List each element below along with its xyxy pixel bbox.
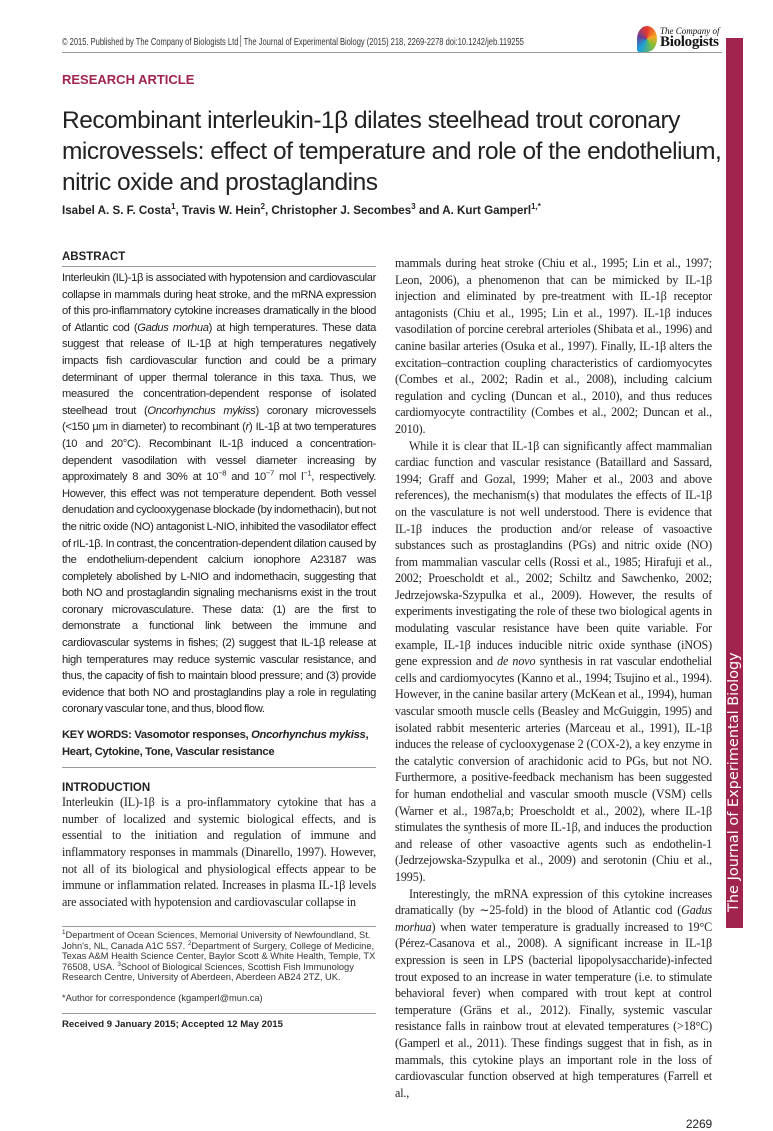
superscript: 1 <box>171 202 176 212</box>
introduction-text-left: Interleukin (IL)-1β is a pro-inflammatory cytokine that has a number of localized and systemic biological effects, and is essential to the initiation and regulation of immune and inflammatory responses in mammals (Dinarello, 1997). However, not all of its biological and physiological effects appear to be immune or inflammation related. Increases in plasma IL-1β levels are associated with hypotension and cardiovascular collapse in <box>62 795 376 909</box>
text-run: School of Biological Sciences, Scottish Fish Immunology Research Centre, University of Aberdeen, Aberdeen AB24 2TZ, UK. <box>62 961 354 983</box>
paragraph <box>395 886 712 1102</box>
publisher-logo <box>637 26 723 52</box>
superscript: 1 <box>62 929 66 937</box>
title-block <box>62 72 722 217</box>
text-run: Interleukin (IL)-1β is associated with hypotension and cardiovascular collapse in mammals during heat stroke, and the mRNA expression of this pro-inflammatory cytokine increases dramatically in the blood of Atlantic cod ( <box>62 272 376 334</box>
text-run: KEY WORDS: Vasomotor responses, <box>62 729 252 742</box>
footnotes <box>62 926 376 1003</box>
text-run: Department of Ocean Sciences, Memorial University of Newfoundland, St. John's, NL, Canada A1C 5S7. <box>62 930 371 951</box>
logo-icon <box>637 26 657 52</box>
italic-text: de novo <box>497 654 536 669</box>
keywords <box>62 727 376 768</box>
text-run: , Travis W. Hein <box>175 204 261 217</box>
abstract-text <box>62 270 376 718</box>
article-type: RESEARCH ARTICLE <box>62 72 195 87</box>
logo-line2: Biologists <box>660 34 719 50</box>
journal-name: The Journal of Experimental Biology <box>725 652 742 912</box>
text-run: synthesis in rat vascular endothelial cells and cardiomyocytes (Kanno et al., 1994; Tsujino et al., 1994). However, in the canine basilar artery (McKean et al., 1994), human vascular smooth muscle cells (Beasley and McGuiggin, 1995) and isolated rabbit mesenteric arteries (Marceau et al., 1991), IL-1β induces the release of cyclooxygenase 2 (COX-2), a key enzyme in the catalytic conversion of arachidonic acid to PGs, but not NO. Furthermore, a positive-feedback mechanism has been suggested for human endothelial and vascular smooth muscle (VSM) cells (Warner et al., 1987a,b; Proescholdt et al., 2002), where IL-1β stimulates the synthesis of more IL-1β, and induces the production and release of other vasoactive agents such as endothelin-1 (Jedrzejowska-Szypulka et al., 2009) and serotonin (Chiu et al., 1995). <box>395 654 713 884</box>
italic-text: Gadus morhua <box>395 903 712 934</box>
paragraph <box>395 255 712 438</box>
header-rule <box>62 52 722 53</box>
author-list <box>62 204 722 217</box>
superscript: −1 <box>303 468 312 478</box>
italic-text: Oncorhynchus mykiss <box>147 404 256 417</box>
paragraph <box>395 438 712 886</box>
copyright: © 2015. Published by The Company of Biologists Ltd <box>62 37 239 48</box>
logo-line1: The Company of <box>660 26 720 36</box>
italic-text: r <box>245 421 249 434</box>
text-run: Department of Surgery, College of Medicine, Texas A&M Health Science Center, Baylor Scott & White Health, Temple, TX 76508, USA. <box>62 940 376 972</box>
right-column <box>395 251 712 1131</box>
text-run: and 10 <box>226 471 266 484</box>
text-run: Isabel A. S. F. Costa <box>62 204 172 217</box>
citation: The Journal of Experimental Biology (2015) 218, 2269-2278 doi:10.1242/jeb.119255 <box>243 37 524 48</box>
introduction-heading: INTRODUCTION <box>62 782 151 795</box>
abstract-heading: ABSTRACT <box>62 251 376 267</box>
page-number: 2269 <box>685 1117 712 1131</box>
text-run: , respectively. However, this effect was not temperature dependent. Both vessel denudation and cyclooxygenase blockade (by indomethacin), but not the nitric oxide (NO) antagonist L-NIO, inhibited the vasodilator effect of rIL-1β. In contrast, the concentration-dependent dilation caused by the endothelium-dependent calcium ionophore A23187 was completely abolished by L-NIO and indomethacin, suggesting that both NO and prostaglandin signaling mechanisms exist in the trout coronary microvasculature. These data: (1) are the first to demonstrate a functional link between the immune and cardiovascular systems in fishes; (2) suggest that IL-1β release at high temperatures may reduce systemic vascular resistance, and thus, the capacity of fish to maintain blood pressure; and (3) provide evidence that both NO and prostaglandins play a role in regulating coronary vascular tone, and thus, blood flow. <box>62 471 376 716</box>
received-dates: Received 9 January 2015; Accepted 12 May 2015 <box>62 1013 376 1030</box>
text-run: mammals during heat stroke (Chiu et al., 1995; Lin et al., 1997; Leon, 2006), a phenomenon that can be mimicked by IL-1β injection and eliminated by pre-treatment with IL-1β receptor antagonists (Chiu et al., 1995; Lin et al., 1997). IL-1β induces vasodilation of porcine cerebral arterioles (Shibata et al., 1996) and canine basilar arteries (Osuka et al., 1997). Finally, IL-1β alters the excitation–contraction coupling characteristics of cardiomyocytes (Combes et al., 2002; Radin et al., 2008), including calcium regulation and cycling (Duncan et al., 2010), and thus reduces cardiomyocyte contractility (Combes et al., 2002; Duncan et al., 2010). <box>395 256 712 436</box>
left-column <box>62 251 376 1030</box>
text-run: ) IL-1β at two temperatures (10 and 20°C). Recombinant IL-1β induced a concentration-dependent vasodilation with vessel diameter increasing by approximately 8 and 30% at 10 <box>62 421 377 484</box>
body-columns <box>62 251 712 1131</box>
text-run: , Heart, Cytokine, Tone, Vascular resistance <box>62 729 369 758</box>
text-run: ) when water temperature is gradually increased to 19°C (Pérez-Casanova et al., 2008). A significant increase in IL-1β expression is seen in LPS (bacterial lipopolysaccharide)-infected trout exposed to an increase in water temperature (i.e. to stimulate behavioral fever) when compared with trout kept at control temperature (Gräns et al., 2012). Finally, systemic vascular resistance falls in rainbow trout at elevated temperatures (>18°C) (Gamperl et al., 2011). These findings suggest that in fish, as in mammals, this cytokine plays an important role in the loss of cardiovascular function observed at high temperatures (Farrell et al., <box>395 919 712 1100</box>
italic-text: Oncorhynchus mykiss <box>251 729 366 742</box>
text-run: mol l <box>273 471 304 484</box>
superscript: 3 <box>117 960 121 968</box>
text-run: , Christopher J. Secombes <box>264 204 412 217</box>
italic-text: Gadus morhua <box>137 321 209 334</box>
text-run: ) at high temperatures. These data suggest that release of IL-1β at high temperatures negatively impacts fish cardiovascular function and could be a primary determinant of upper thermal tolerance in this taxa. Thus, we measured the concentration-dependent response of isolated steelhead trout ( <box>62 321 376 417</box>
text-run: ) coronary microvessels (<150 µm in diameter) to recombinant ( <box>62 404 377 434</box>
header-divider <box>241 35 242 47</box>
superscript: 3 <box>411 202 416 212</box>
superscript: 2 <box>187 939 192 947</box>
text-run: Interestingly, the mRNA expression of this cytokine increases dramatically (by ∼25-fold) in the blood of Atlantic cod ( <box>395 886 712 918</box>
text-run: and A. Kurt Gamperl <box>415 204 532 217</box>
superscript: 1,* <box>531 202 541 212</box>
text-run: While it is clear that IL-1β can significantly affect mammalian cardiac function and vascular resistance (Bataillard and Sassard, 1994; Graff and Gozal, 1999; Maher et al., 2003 and above references), the mechanism(s) that modulates the effects of IL-1β on the vasculature is not well understood. There is evidence that IL-1β induces the production and/or release of vasoactive substances such as prostaglandins (PGs) and nitric oxide (NO) from mammalian vascular cells (Rossi et al., 1985; Hirafuji et al., 2002; Proescholdt et al., 2002; Schiltz and Sawchenko, 2002; Jedrzejowska-Szypulka et al., 2009). However, the results of experiments investigating the role of these two biological agents in modulating vascular resistance have been quite variable. For example, IL-1β induces inducible nitric oxide synthase (iNOS) gene expression and <box>395 438 712 669</box>
article-title: Recombinant interleukin-1β dilates steelhead trout coronary microvessels: effect of temperature and role of the endothelium, nitric oxide and prostaglandins <box>62 107 722 196</box>
running-header <box>62 35 524 48</box>
superscript: −8 <box>218 468 227 478</box>
correspondence: *Author for correspondence (kgamperl@mun.ca) <box>62 992 263 1003</box>
affiliations <box>62 930 376 983</box>
journal-sidebar <box>726 38 743 928</box>
superscript: −7 <box>265 468 274 478</box>
superscript: 2 <box>260 202 265 212</box>
